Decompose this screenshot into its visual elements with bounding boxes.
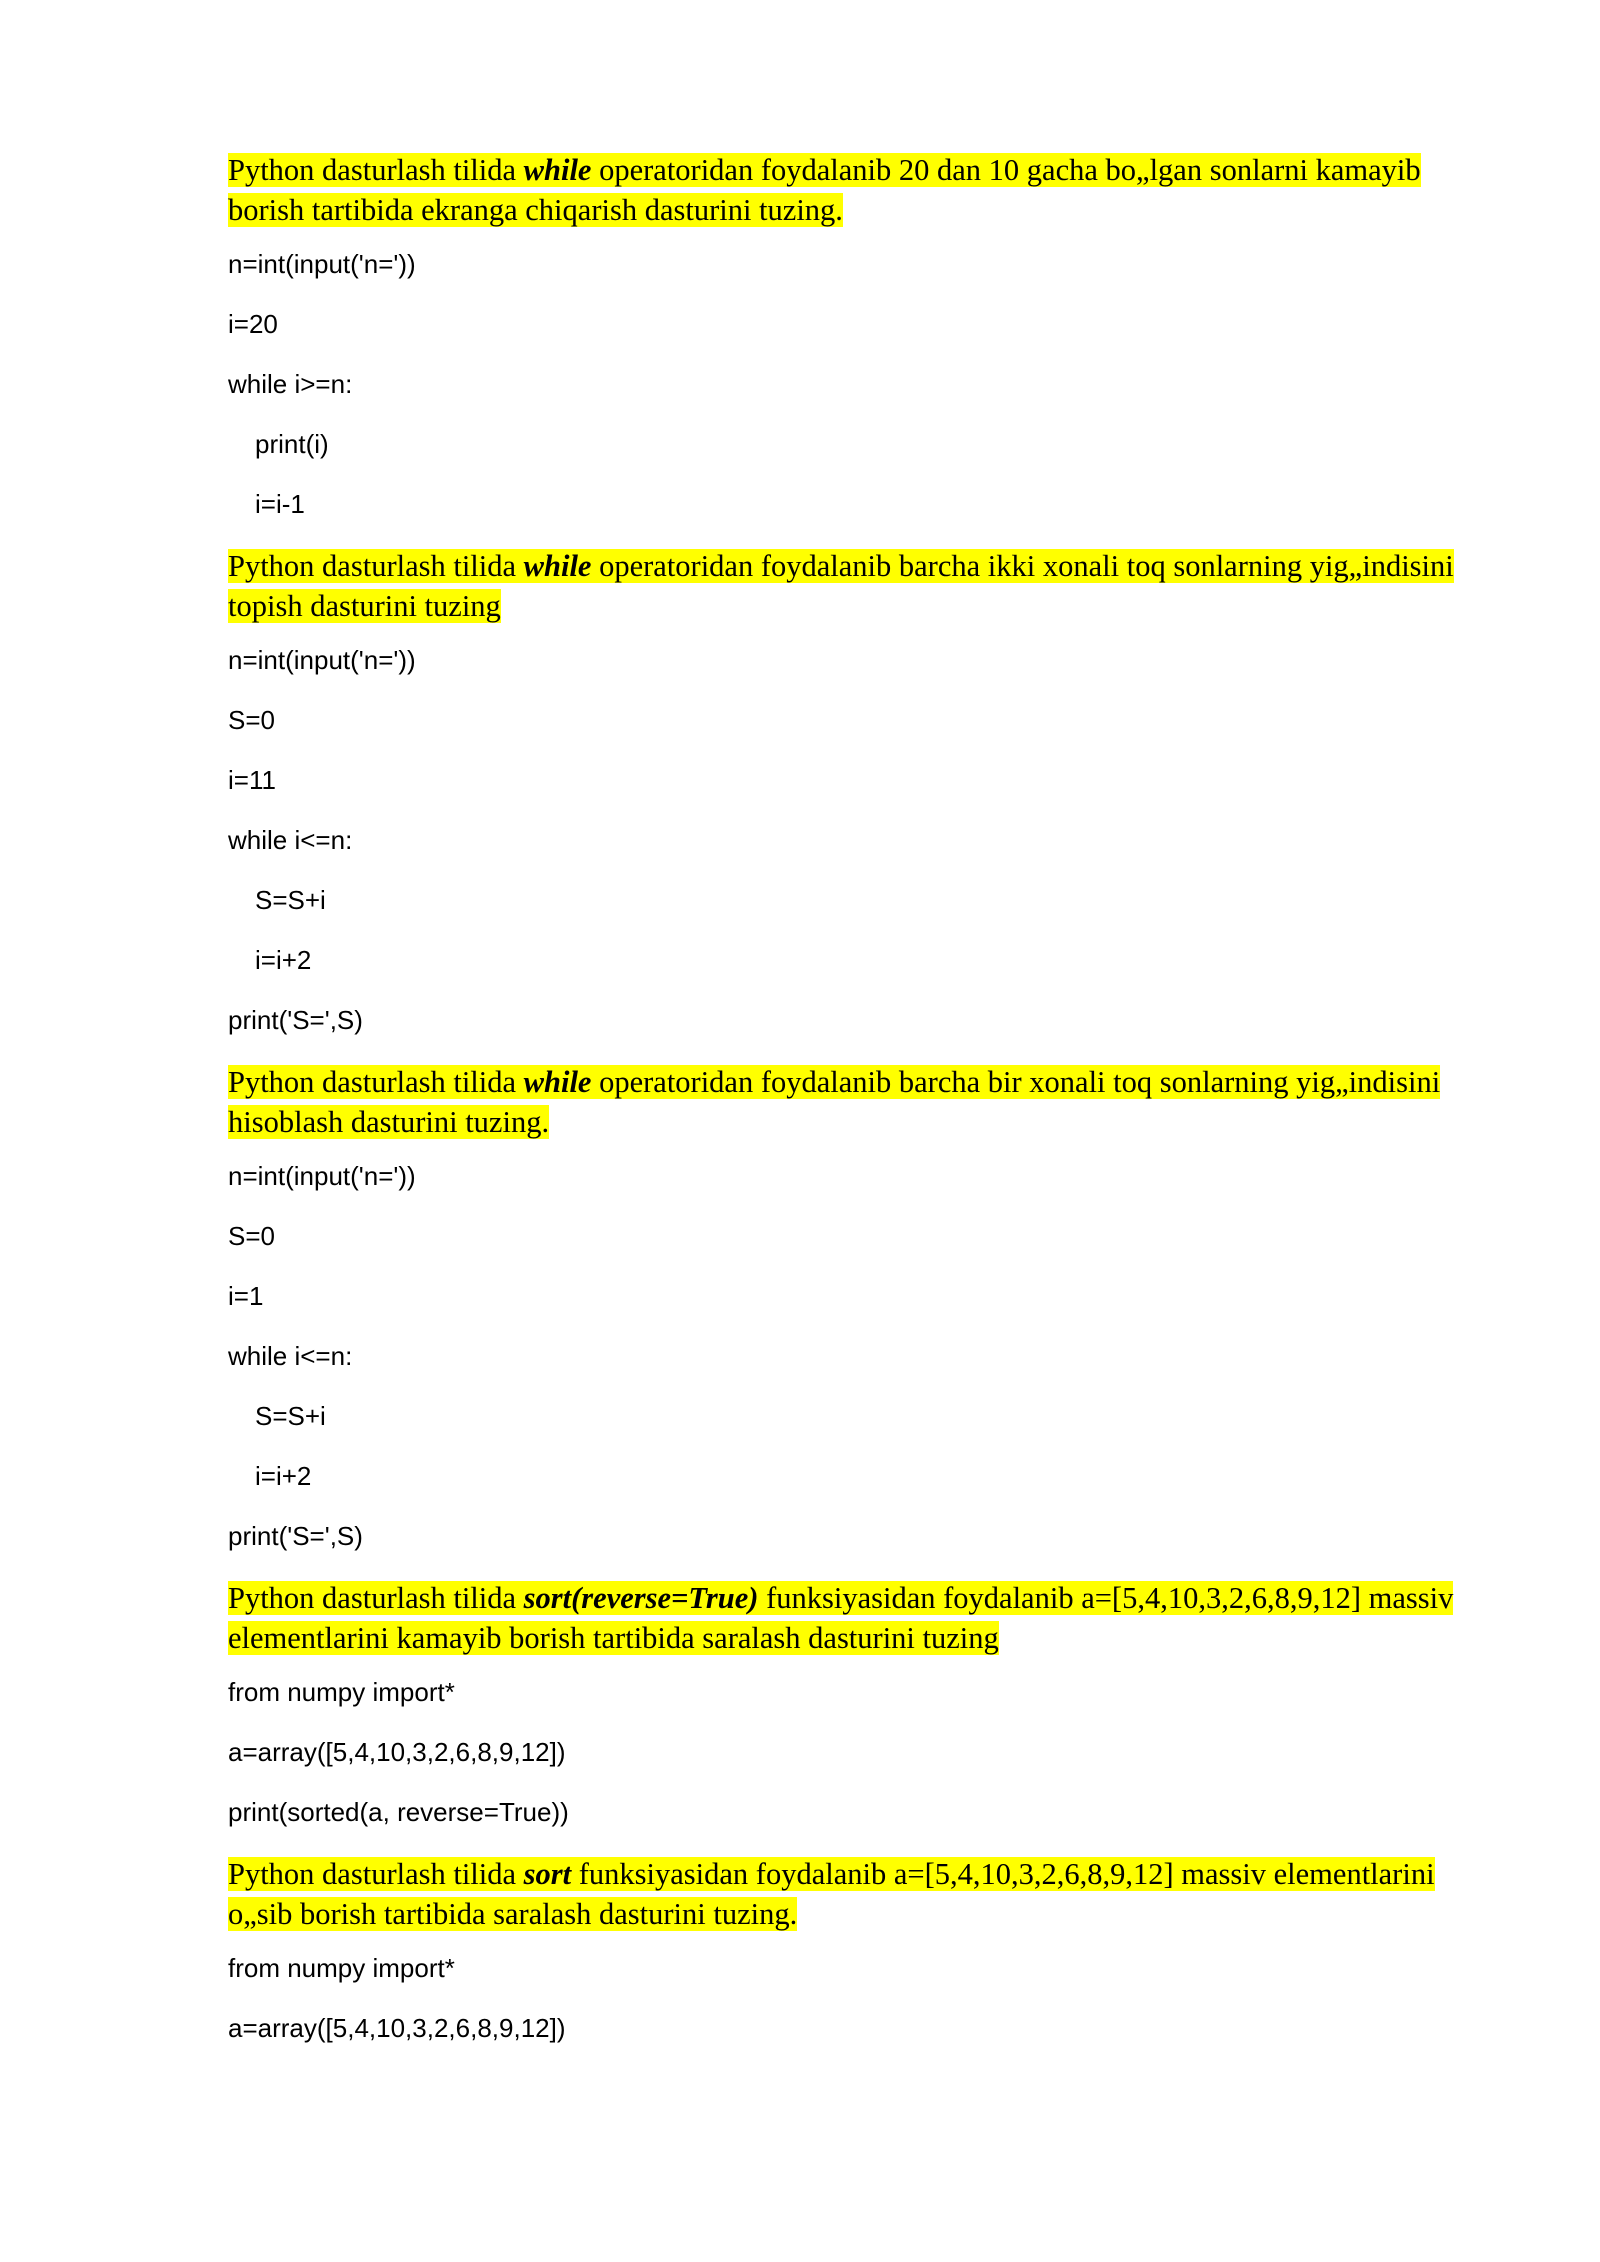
code-line: n=int(input('n=')) xyxy=(228,645,416,675)
task-keyword: sort xyxy=(523,1857,572,1891)
code-line: n=int(input('n=')) xyxy=(228,1161,416,1191)
code-line: S=0 xyxy=(228,705,275,735)
task-3-statement xyxy=(228,1062,1458,1142)
task-text: Python dasturlash tilida xyxy=(228,153,524,187)
code-line: S=S+i xyxy=(255,885,326,915)
task-text: operatoridan foydalanib barcha bir xonali toq sonlarning yig„indisini hisoblash dasturini tuzing. xyxy=(228,1065,1441,1139)
highlighted-text xyxy=(228,1857,1435,1931)
code-line: S=0 xyxy=(228,1221,275,1251)
code-line: i=11 xyxy=(228,765,276,795)
code-line: print('S=',S) xyxy=(228,1005,363,1035)
task-text: operatoridan foydalanib barcha ikki xonali toq sonlarning yig„indisini topish dasturini tuzing xyxy=(228,549,1454,623)
code-line: S=S+i xyxy=(255,1401,326,1431)
code-line: while i<=n: xyxy=(228,1341,353,1371)
highlighted-text xyxy=(228,549,1454,623)
task-keyword: while xyxy=(523,153,592,187)
code-line: i=i+2 xyxy=(255,945,312,975)
code-line: i=20 xyxy=(228,309,278,339)
task-text: Python dasturlash tilida xyxy=(228,1065,524,1099)
code-line: a=array([5,4,10,3,2,6,8,9,12]) xyxy=(228,1737,566,1767)
document-content xyxy=(228,150,1458,2070)
task-text: Python dasturlash tilida xyxy=(228,549,524,583)
task-keyword: while xyxy=(523,1065,592,1099)
code-line: print(sorted(a, reverse=True)) xyxy=(228,1797,569,1827)
code-line: i=i-1 xyxy=(255,489,305,519)
code-line: print(i) xyxy=(255,429,329,459)
task-5-statement xyxy=(228,1854,1458,1934)
code-line: while i>=n: xyxy=(228,369,353,399)
highlighted-text xyxy=(228,1581,1453,1655)
task-text: Python dasturlash tilida xyxy=(228,1581,524,1615)
task-1-statement xyxy=(228,150,1458,230)
task-text: operatoridan foydalanib 20 dan 10 gacha bo„lgan sonlarni kamayib borish tartibida ekranga chiqarish dasturini tuzing. xyxy=(228,153,1421,227)
highlighted-text xyxy=(228,1065,1440,1139)
task-keyword: sort(reverse=True) xyxy=(523,1581,759,1615)
code-line: while i<=n: xyxy=(228,825,353,855)
task-text: funksiyasidan foydalanib a=[5,4,10,3,2,6,8,9,12] massiv elementlarini kamayib borish tartibida saralash dasturini tuzing xyxy=(228,1581,1454,1655)
code-line: i=1 xyxy=(228,1281,264,1311)
task-keyword: while xyxy=(523,549,592,583)
task-text: Python dasturlash tilida xyxy=(228,1857,524,1891)
code-line: n=int(input('n=')) xyxy=(228,249,416,279)
code-line: from numpy import* xyxy=(228,1953,455,1983)
code-line: print('S=',S) xyxy=(228,1521,363,1551)
task-4-statement xyxy=(228,1578,1458,1658)
task-text: funksiyasidan foydalanib a=[5,4,10,3,2,6,8,9,12] massiv elementlarini o„sib borish tartibida saralash dasturini tuzing. xyxy=(228,1857,1435,1931)
code-line: i=i+2 xyxy=(255,1461,312,1491)
code-line: from numpy import* xyxy=(228,1677,455,1707)
highlighted-text xyxy=(228,153,1421,227)
task-2-statement xyxy=(228,546,1458,626)
code-line: a=array([5,4,10,3,2,6,8,9,12]) xyxy=(228,2013,566,2043)
